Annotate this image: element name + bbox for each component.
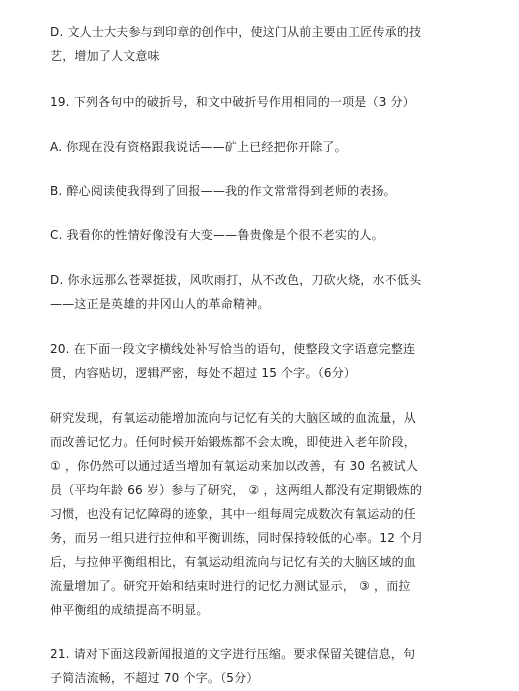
- question-20-line-1: 20. 在下面一段文字横线处补写恰当的语句，使整段文字语意完整连: [50, 342, 416, 356]
- passage-line-6: 务，而另一组只进行拉伸和平衡训练，同时保持较低的心率。12 个月: [50, 531, 424, 545]
- passage-line-3: ① ，你仍然可以通过适当增加有氧运动来加以改善，有 30 名被试人: [50, 459, 419, 473]
- option-d-line-1: D. 文人士大夫参与到印章的创作中，使这门从前主要由工匠传承的技: [50, 25, 422, 39]
- question-19: 19. 下列各句中的破折号，和文中破折号作用相同的一项是（3 分）: [50, 95, 415, 109]
- q19-option-d-line-2: ——这正是英雄的井冈山人的革命精神。: [50, 297, 270, 311]
- q19-option-c: C. 我看你的性情好像没有大变——鲁贵像是个很不老实的人。: [50, 228, 384, 242]
- question-20-line-2: 贯，内容贴切，逻辑严密，每处不超过 15 个字。（6分）: [50, 366, 357, 380]
- q19-option-b: B. 醉心阅读使我得到了回报——我的作文常常得到老师的表扬。: [50, 184, 396, 198]
- passage-line-8: 流量增加了。研究开始和结束时进行的记忆力测试显示， ③ ，而拉: [50, 579, 411, 593]
- passage-line-1: 研究发现，有氧运动能增加流向与记忆有关的大脑区域的血流量，从: [50, 411, 417, 425]
- q19-option-d-line-1: D. 你永远那么苍翠挺拔，风吹雨打，从不改色，刀砍火烧，水不低头: [50, 273, 422, 287]
- passage-line-9: 伸平衡组的成绩提高不明显。: [50, 603, 209, 617]
- q19-option-a: A. 你现在没有资格跟我说话——矿上已经把你开除了。: [50, 140, 347, 154]
- question-21-line-1: 21. 请对下面这段新闻报道的文字进行压缩。要求保留关键信息，句: [50, 647, 416, 661]
- passage-line-7: 后，与拉伸平衡组相比，有氧运动组流向与记忆有关的大脑区域的血: [50, 555, 417, 569]
- question-21-line-2: 子简洁流畅，不超过 70 个字。（5分）: [50, 671, 259, 685]
- passage-line-5: 习惯，也没有记忆障碍的迹象，其中一组每周完成数次有氧运动的任: [50, 507, 417, 521]
- passage-line-2: 而改善记忆力。任何时候开始锻炼都不会太晚，即使进入老年阶段，: [50, 435, 417, 449]
- option-d-line-2: 艺，增加了人文意味: [50, 49, 160, 63]
- passage-line-4: 员（平均年龄 66 岁）参与了研究， ② ，这两组人都没有定期锻炼的: [50, 483, 423, 497]
